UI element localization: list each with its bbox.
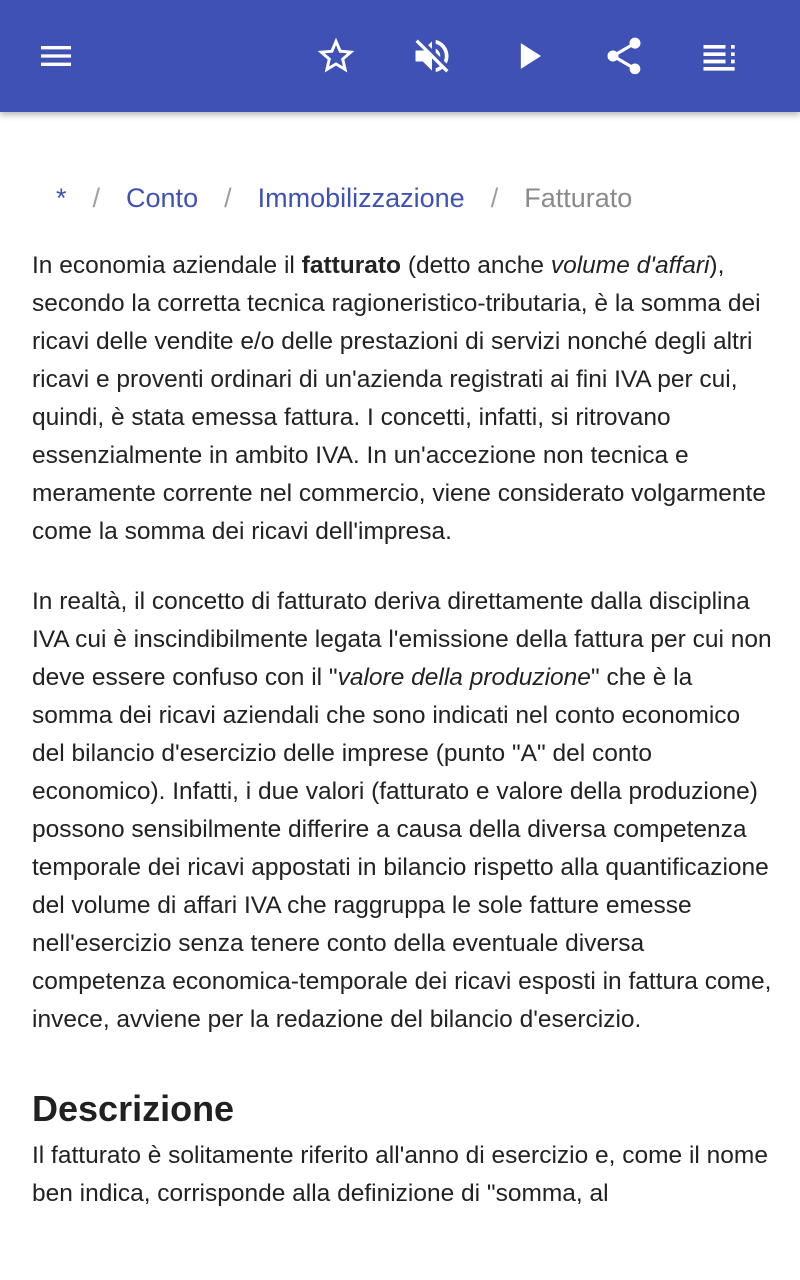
breadcrumb-current: Fatturato <box>524 183 633 213</box>
article-content <box>32 112 772 1213</box>
playlist-icon <box>698 34 742 78</box>
contents-button[interactable] <box>688 24 752 88</box>
play-icon <box>508 34 552 78</box>
breadcrumb-separator: / <box>490 183 499 213</box>
article-paragraph: Il fatturato è solitamente riferito all'anno di esercizio e, come il nome ben indica, corrisponde alla definizione di "somma, al <box>32 1142 768 1207</box>
breadcrumb-separator: / <box>224 183 232 213</box>
breadcrumb-link-conto[interactable]: Conto <box>126 183 199 213</box>
mute-button[interactable] <box>400 24 464 88</box>
breadcrumb <box>32 180 772 220</box>
breadcrumb-link-immobilizzazione[interactable]: Immobilizzazione <box>257 183 465 213</box>
section-heading: Descrizione <box>32 1088 235 1129</box>
volume-off-icon <box>410 34 454 78</box>
paragraph-text: " che è la somma dei ricavi aziendali che sono indicati nel conto economico del bilancio d'esercizio delle imprese (punto "A" del conto economico). Infatti, i due valori (fatturato e valore della produzione) possono sensibilmente differire a causa della diversa competenza temporale dei ricavi appostati in bilancio rispetto alla quantificazione del volume di affari IVA che raggruppa le sole fatture emesse nell'esercizio senza tenere conto della eventuale diversa competenza economica-temporale dei ricavi esposti in fattura come, invece, avviene per la redazione del bilancio d'esercizio. <box>32 664 772 1033</box>
italic-term: volume d'affari <box>550 252 710 279</box>
paragraph-text: (detto anche <box>401 252 551 279</box>
play-button[interactable] <box>498 24 562 88</box>
share-button[interactable] <box>592 24 656 88</box>
share-icon <box>602 34 646 78</box>
star-outline-icon <box>314 34 358 78</box>
paragraph-text: ), secondo la corretta tecnica ragioneristico-tributaria, è la somma dei ricavi delle vendite e/o delle prestazioni di servizi nonché degli altri ricavi e proventi ordinari di un'azienda registrati ai fini IVA per cui, quindi, è stata emessa fattura. I concetti, infatti, si ritrovano essenzialmente in ambito IVA. In un'accezione non tecnica e meramente corrente nel commercio, viene considerato volgarmente come la somma dei ricavi dell'impresa. <box>32 252 766 545</box>
menu-button[interactable] <box>24 24 88 88</box>
article-paragraph <box>32 247 772 551</box>
bookmark-button[interactable] <box>304 24 368 88</box>
menu-icon <box>36 36 76 76</box>
bold-term: fatturato <box>301 252 402 279</box>
paragraph-text: In economia aziendale il <box>32 252 302 279</box>
app-bar <box>0 0 800 112</box>
breadcrumb-home-link[interactable]: * <box>56 183 67 213</box>
article-paragraph <box>32 583 772 1039</box>
paragraph-text: In realtà, il concetto di fatturato deriva direttamente dalla disciplina IVA cui è inscindibilmente legata l'emissione della fattura per cui non deve essere confuso con il " <box>32 588 772 691</box>
breadcrumb-separator: / <box>92 183 101 213</box>
italic-term: valore della produzione <box>337 664 591 691</box>
